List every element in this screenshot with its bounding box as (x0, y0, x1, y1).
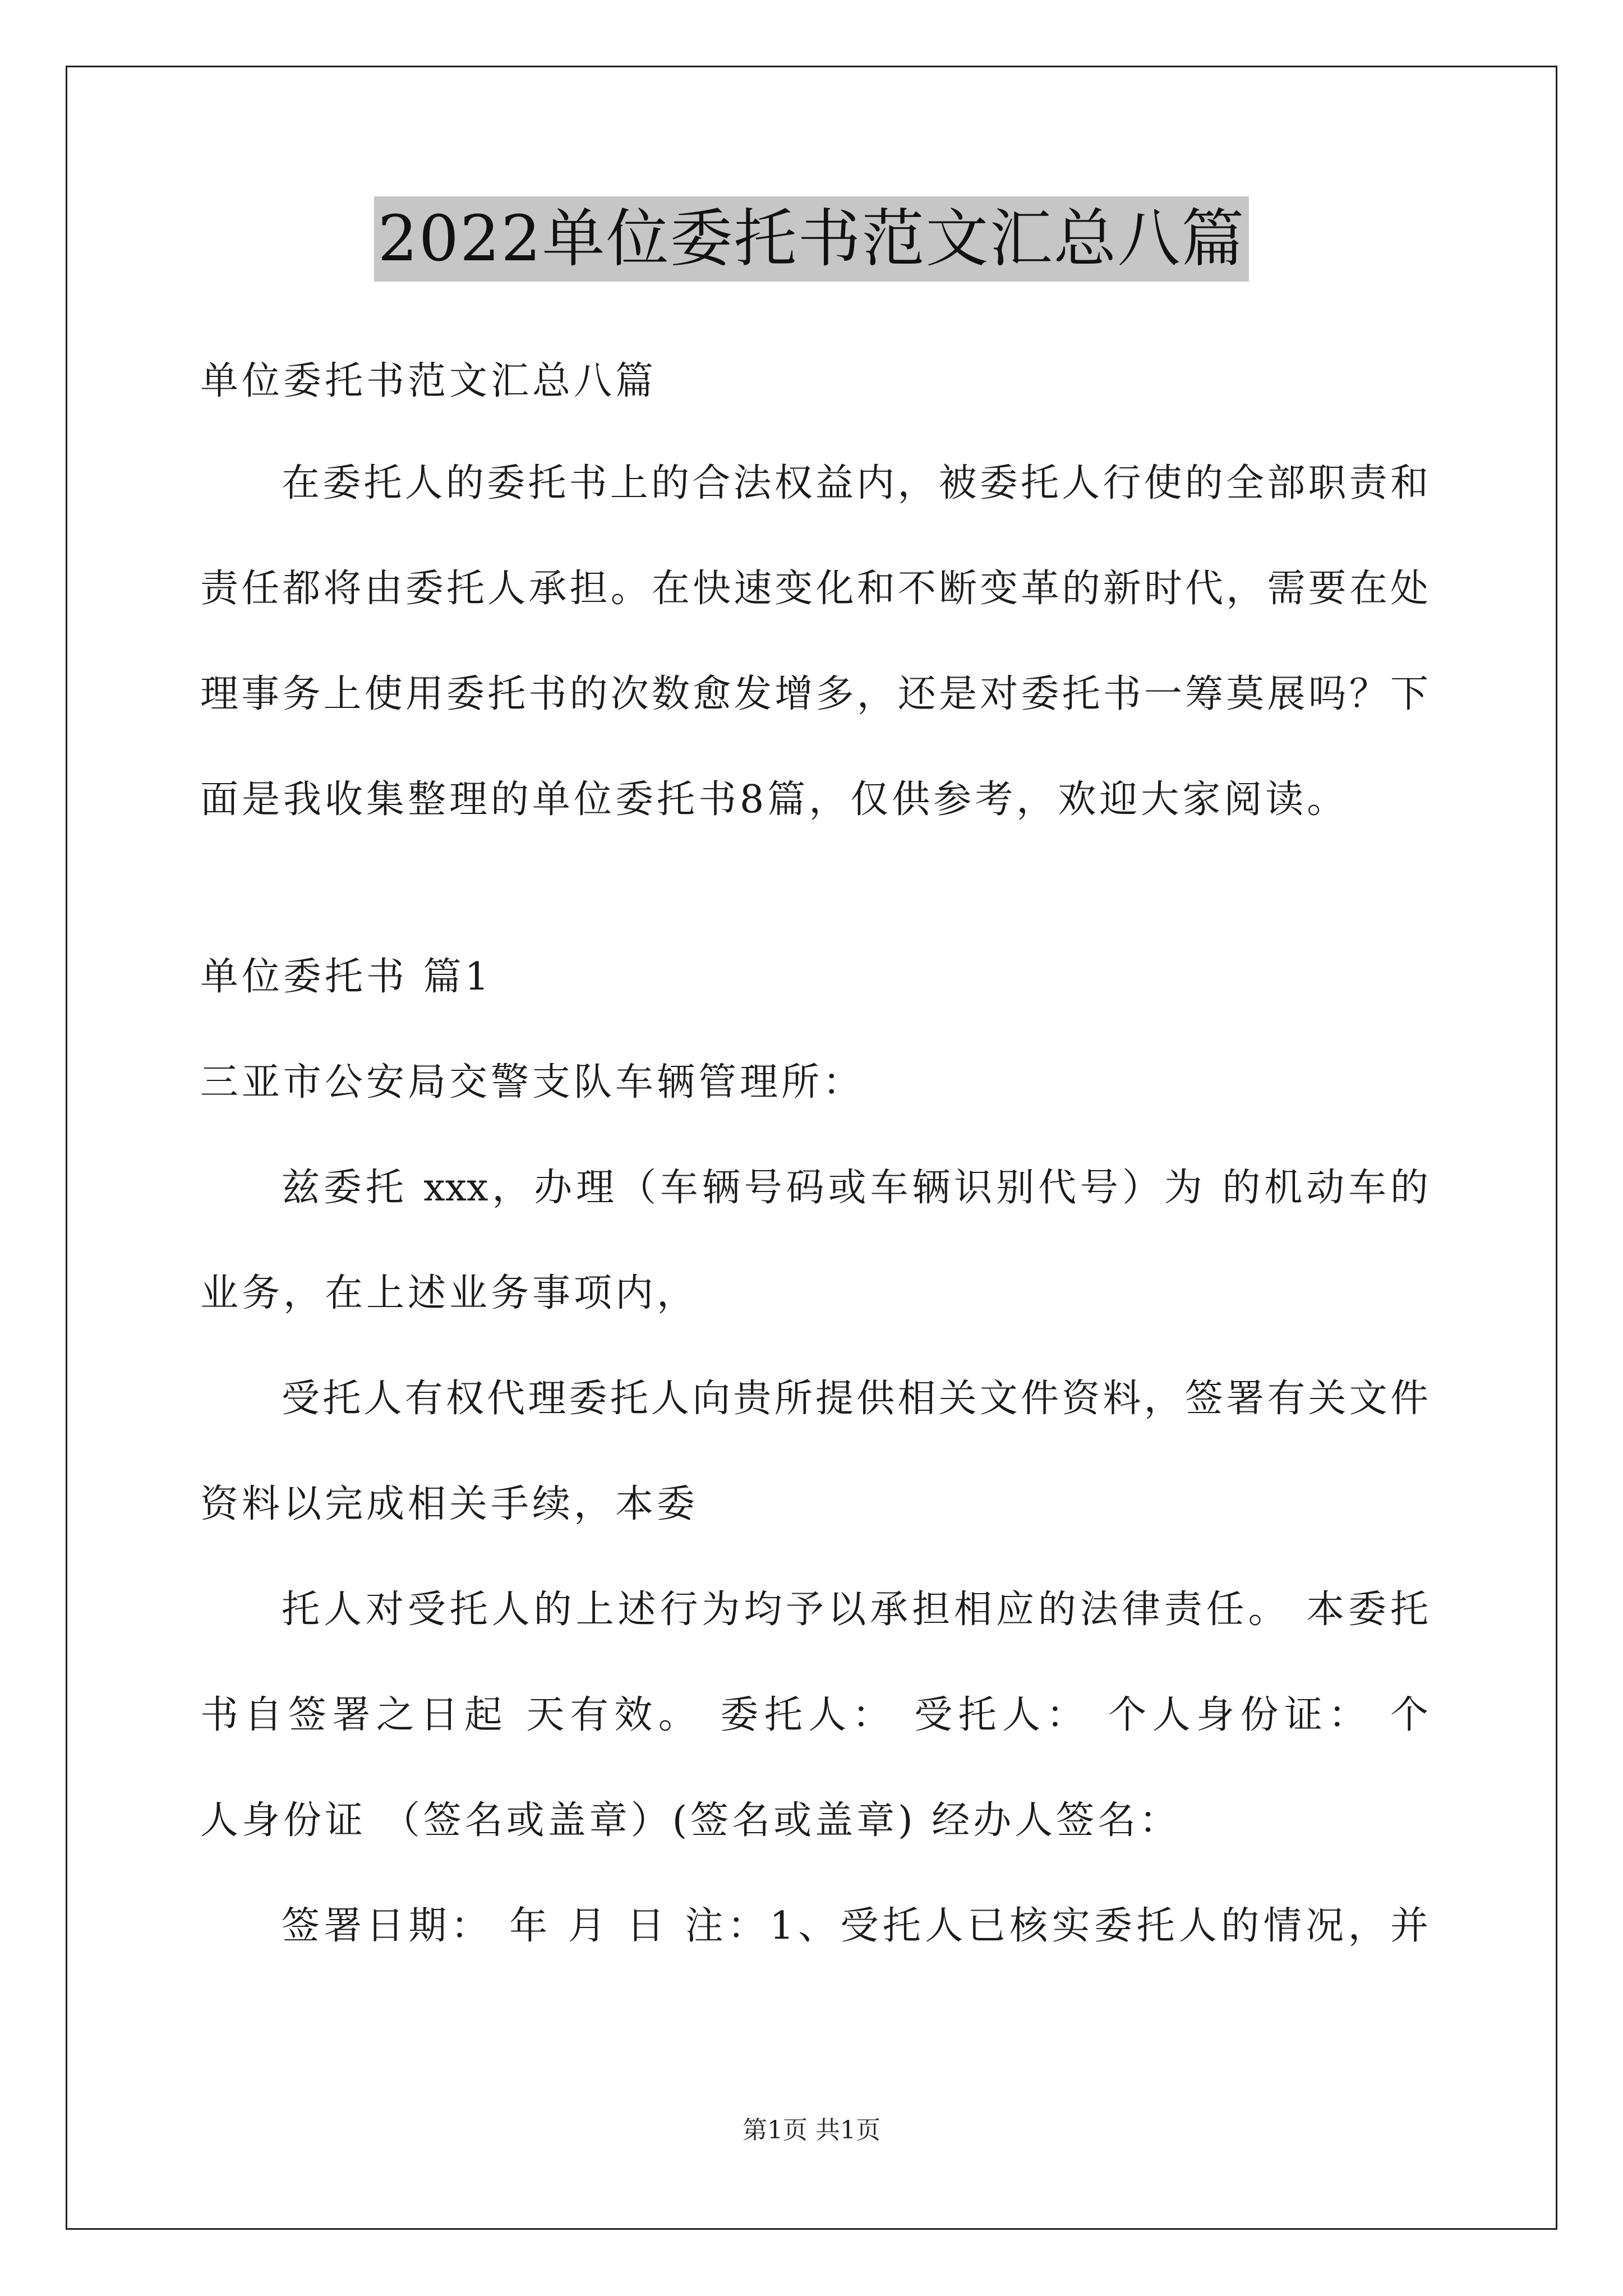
document-title: 2022单位委托书范文汇总八篇 (374, 196, 1248, 282)
intro-line-1: 在委托人的委托书上的合法权益内，被委托人行使的全部职责和 (282, 461, 1428, 505)
intro-line-4: 面是我收集整理的单位委托书8篇，仅供参考，欢迎大家阅读。 (200, 777, 1349, 822)
page-footer: 第1页 共1页 (743, 2116, 880, 2145)
body-line-1: 兹委托 xxx，办理（车辆号码或车辆识别代号）为 的机动车的 (282, 1166, 1428, 1210)
body-line-3: 受托人有权代理委托人向贵所提供相关文件资料，签署有关文件 (282, 1377, 1428, 1421)
body-line-6: 书自签署之日起 天有效。 委托人： 受托人： 个人身份证： 个 (200, 1693, 1428, 1737)
intro-line-3: 理事务上使用委托书的次数愈发增多，还是对委托书一筹莫展吗？下 (200, 672, 1428, 716)
body-line-4: 资料以完成相关手续，本委 (200, 1482, 699, 1526)
body-line-7: 人身份证 （签名或盖章）(签名或盖章) 经办人签名： (200, 1798, 1181, 1843)
intro-line-2: 责任都将由委托人承担。在快速变化和不断变革的新时代，需要在处 (200, 567, 1428, 611)
body-line-2: 业务，在上述业务事项内， (200, 1271, 699, 1315)
body-line-8: 签署日期： 年 月 日 注：1、受托人已核实委托人的情况，并 (282, 1904, 1428, 1948)
addressee: 三亚市公安局交警支队车辆管理所： (200, 1060, 865, 1105)
document-subtitle: 单位委托书范文汇总八篇 (200, 359, 657, 403)
title-container (0, 196, 1623, 282)
section-heading: 单位委托书 篇1 (200, 955, 492, 999)
body-line-5: 托人对受托人的上述行为均予以承担相应的法律责任。 本委托 (282, 1588, 1428, 1632)
